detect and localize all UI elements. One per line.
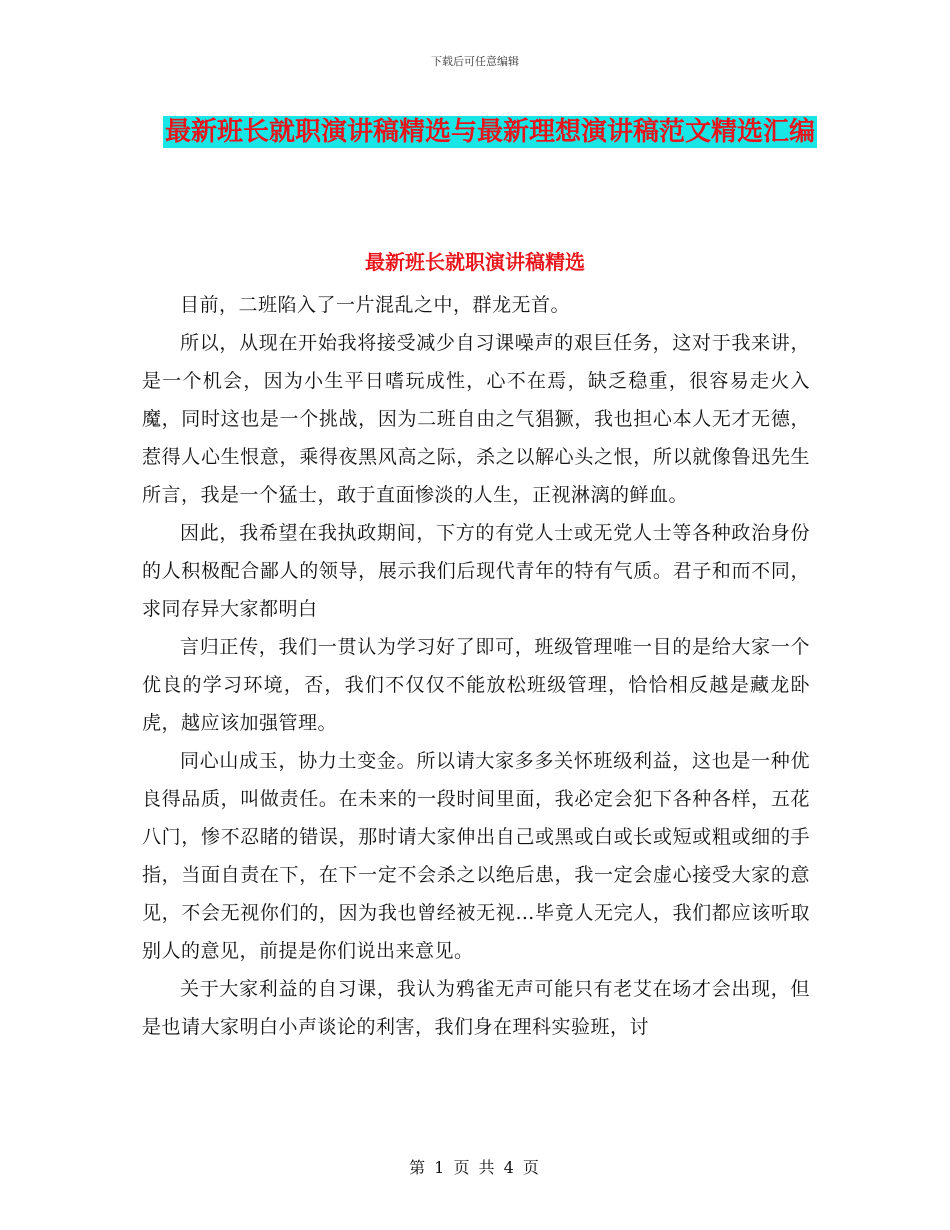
paragraph: 同心山成玉，协力土变金。所以请大家多多关怀班级利益，这也是一种优良得品质，叫做责任。在未来的一段时间里面，我必定会犯下各种各样，五花八门，惨不忍睹的错误，那时请大家伸出自己或黑或白或长或短或粗或细的手指，当面自责在下，在下一定不会杀之以绝后患，我一定会虚心接受大家的意见，不会无视你们的，因为我也曾经被无视…毕竟人无完人，我们都应该听取别人的意见，前提是你们说出来意见。 xyxy=(142,750,810,962)
section-title: 最新班长就职演讲稿精选 xyxy=(365,250,585,274)
document-title xyxy=(140,110,840,154)
paragraph: 关于大家利益的自习课，我认为鸦雀无声可能只有老艾在场才会出现，但是也请大家明白小声谈论的利害，我们身在理科实验班，讨 xyxy=(142,978,810,1038)
page-footer: 第 1 页 共 4 页 xyxy=(409,1158,541,1177)
document-title-text: 最新班长就职演讲稿精选与最新理想演讲稿范文精选汇编 xyxy=(164,117,815,147)
paragraph: 所以，从现在开始我将接受减少自习课噪声的艰巨任务，这对于我来讲，是一个机会，因为小生平日嗜玩成性，心不在焉，缺乏稳重，很容易走火入魔，同时这也是一个挑战，因为二班自由之气猖獗，我也担心本人无才无德，惹得人心生恨意，乘得夜黑风高之际，杀之以解心头之恨，所以就像鲁迅先生所言，我是一个猛士，敢于直面惨淡的人生，正视淋漓的鲜血。 xyxy=(142,332,810,506)
paragraph: 言归正传，我们一贯认为学习好了即可，班级管理唯一目的是给大家一个优良的学习环境，否，我们不仅仅不能放松班级管理，恰恰相反越是藏龙卧虎，越应该加强管理。 xyxy=(142,636,810,734)
body-text xyxy=(142,286,810,1046)
paragraph: 因此，我希望在我执政期间，下方的有党人士或无党人士等各种政治身份的人积极配合鄙人的领导，展示我们后现代青年的特有气质。君子和而不同，求同存异大家都明白 xyxy=(142,522,810,620)
header-note: 下载后可任意编辑 xyxy=(431,55,519,68)
paragraph: 目前，二班陷入了一片混乱之中，群龙无首。 xyxy=(180,294,571,316)
